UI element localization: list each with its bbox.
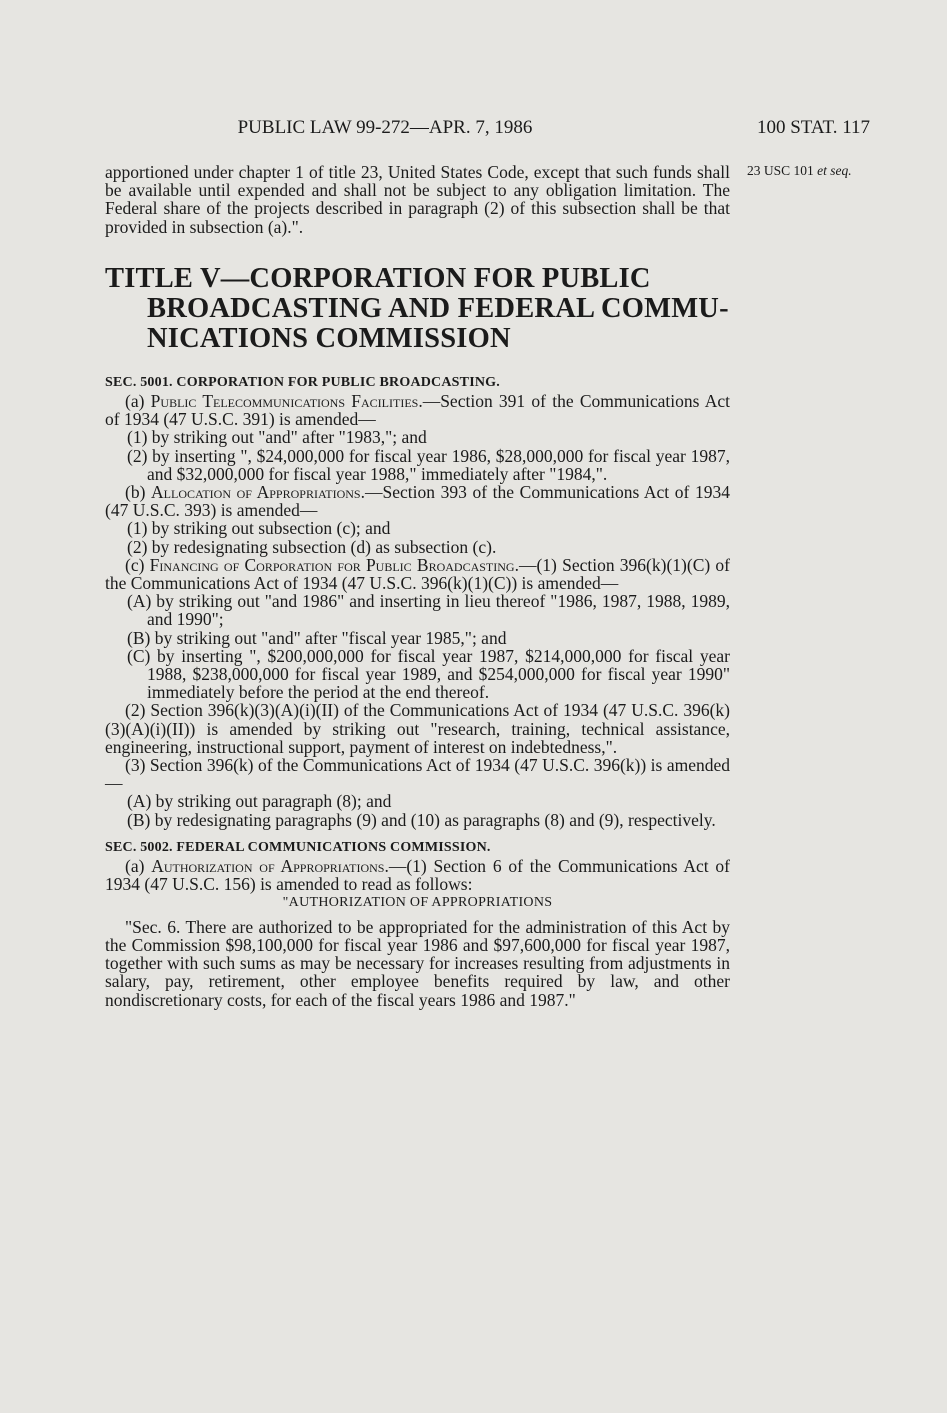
section-5001-c-1-B: (B) by striking out "and" after "fiscal year 1985,"; and (127, 627, 507, 648)
section-5001-a (105, 392, 730, 428)
section-5002-a-label: (a) (125, 856, 152, 877)
margin-citation-italic: et seq. (817, 163, 852, 178)
section-5001-c-3-B: (B) by redesignating paragraphs (9) and (10) as paragraphs (8) and (9), respectively. (127, 809, 716, 830)
title-v-heading (105, 264, 730, 354)
section-5001-b-1: (1) by striking out subsection (c); and (127, 518, 391, 539)
authorization-center-heading: "AUTHORIZATION OF APPROPRIATIONS (282, 894, 553, 910)
section-5001-b-label: (b) (125, 482, 152, 503)
section-5001-c-caption: Financing of Corporation for Public Broadcasting. (149, 554, 519, 575)
running-title: PUBLIC LAW 99-272—APR. 7, 1986 (237, 117, 533, 138)
section-5002-a-text: —(1) Section 6 of the Communications Act of 1934 (47 U.S.C. 156) is amended to read as follows: (105, 856, 730, 895)
section-5001-c-1-C: (C) by inserting ", $200,000,000 for fiscal year 1987, $214,000,000 for fiscal year 1988, $238,000,000 for fiscal year 1989, and $254,000,000 for fiscal year 1990" immediately before the period at the end thereof. (127, 645, 730, 703)
title-line-2: BROADCASTING AND FEDERAL COMMU- (147, 292, 729, 324)
section-5001-c (105, 556, 730, 592)
margin-citation (747, 163, 877, 179)
section-5001-a-caption: Public Telecommunications Facilities. (150, 391, 423, 412)
section-5001-b-2: (2) by redesignating subsection (d) as subsection (c). (127, 536, 497, 557)
section-5002-heading: SEC. 5002. FEDERAL COMMUNICATIONS COMMISSION. (105, 839, 491, 855)
section-5002-a (105, 857, 730, 893)
section-5001-b-caption: Allocation of Appropriations. (151, 482, 365, 503)
title-line-1: TITLE V—CORPORATION FOR PUBLIC (105, 262, 651, 294)
section-5001-b (105, 483, 730, 519)
section-5001-c-1-A: (A) by striking out "and 1986" and inserting in lieu thereof "1986, 1987, 1988, 1989, and 1990"; (127, 591, 730, 630)
section-5001-c-text: —(1) Section 396(k)(1)(C) of the Communications Act of 1934 (47 U.S.C. 396(k)(1)(C)) is amended— (105, 554, 730, 594)
stat-page-reference: 100 STAT. 117 (756, 117, 870, 138)
section-5001-a-1: (1) by striking out "and" after "1983,"; and (127, 427, 427, 448)
section-5001-c-label: (c) (125, 554, 150, 575)
document-body (105, 163, 730, 1009)
section-5001-c-3: (3) Section 396(k) of the Communications Act of 1934 (47 U.S.C. 396(k)) is amended— (105, 755, 730, 794)
section-5001-a-2: (2) by inserting ", $24,000,000 for fiscal year 1986, $28,000,000 for fiscal year 1987, and $32,000,000 for fiscal year 1988," immediately after "1984,". (127, 445, 730, 484)
section-5001-c-2: (2) Section 396(k)(3)(A)(i)(II) of the Communications Act of 1934 (47 U.S.C. 396(k)(3)(A)(i)(II)) is amended by striking out "research, training, technical assistance, engineering, instructional support, payment of interest on indebtedness,". (105, 700, 730, 757)
margin-citation-text: 23 USC 101 (747, 163, 814, 178)
section-5001-a-label: (a) (125, 391, 151, 412)
section-5001-a-text: —Section 391 of the Communications Act of 1934 (47 U.S.C. 391) is amended— (105, 391, 730, 430)
section-5002-a-caption: Authorization of Appropriations. (151, 856, 389, 877)
intro-paragraph: apportioned under chapter 1 of title 23, United States Code, except that such funds shall be available until expended and shall not be subject to any obligation limitation. The Federal share of the projects described in paragraph (2) of this subsection shall be that provided in subsection (a).". (105, 162, 730, 237)
section-5001-heading: SEC. 5001. CORPORATION FOR PUBLIC BROADCASTING. (105, 374, 500, 390)
section-5001-c-3-A: (A) by striking out paragraph (8); and (127, 791, 392, 812)
section-6-text: "Sec. 6. There are authorized to be appropriated for the administration of this Act by the Commission $98,100,000 for fiscal year 1986 and $97,600,000 for fiscal year 1987, together with such sums as may be necessary for increases resulting from adjustments in salary, pay, retirement, other employee benefits required by law, and other nondiscretionary costs, for each of the fiscal years 1986 and 1987." (105, 916, 730, 1010)
section-5001-b-text: —Section 393 of the Communications Act of 1934 (47 U.S.C. 393) is amended— (105, 482, 730, 521)
title-line-3: NICATIONS COMMISSION (147, 322, 511, 354)
